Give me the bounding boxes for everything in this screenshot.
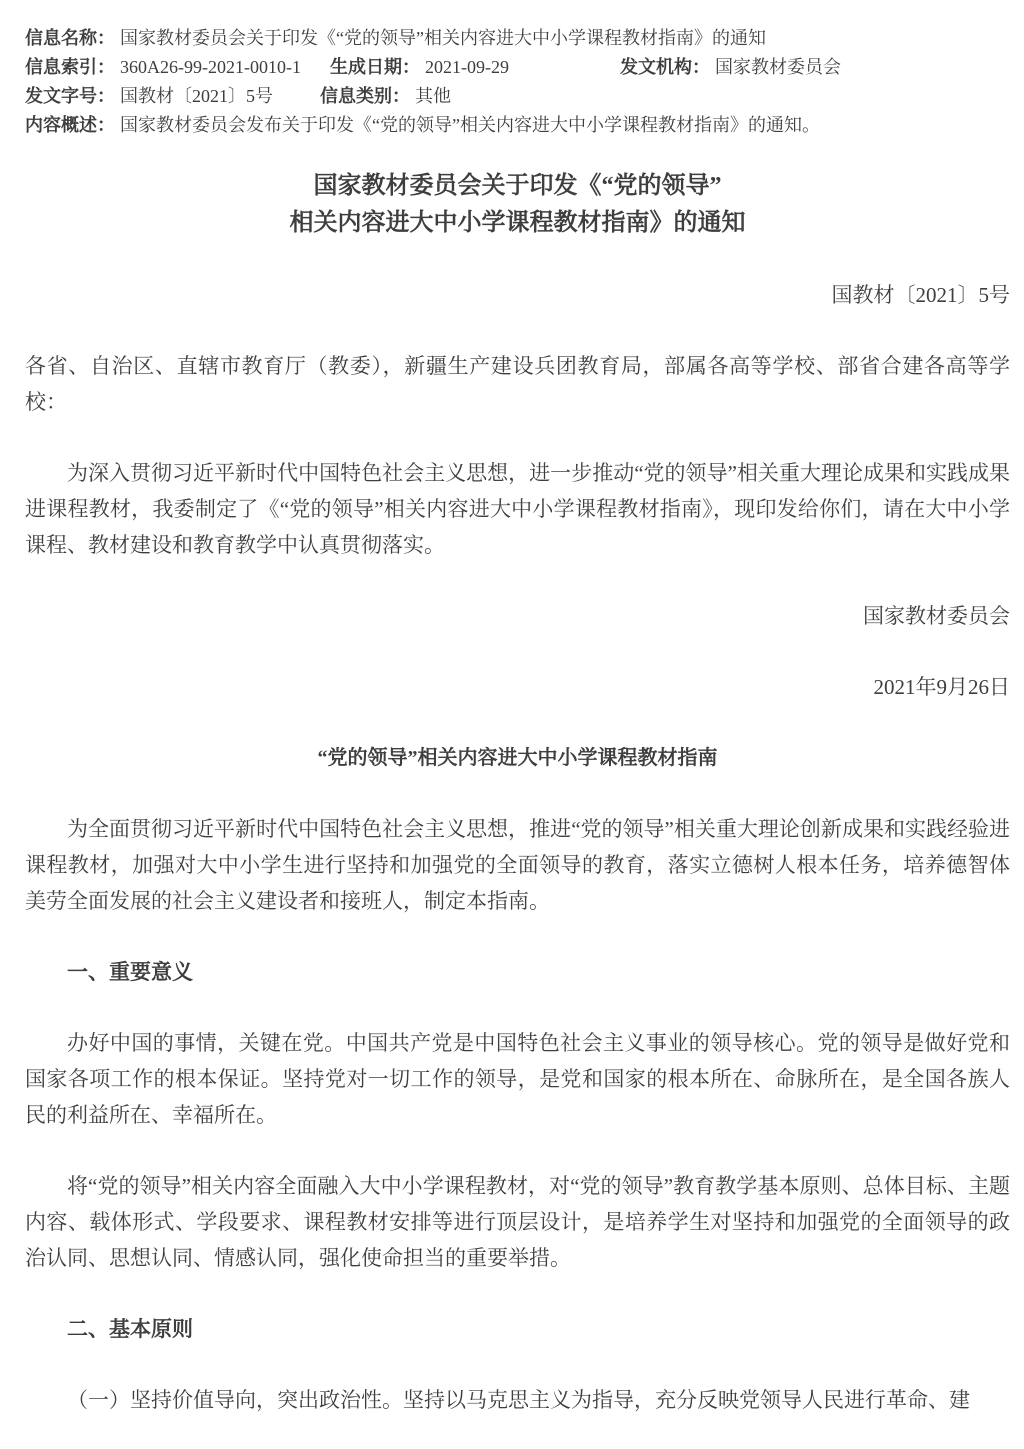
meta-value-summary: 国家教材委员会发布关于印发《“党的领导”相关内容进大中小学课程教材指南》的通知。 <box>120 115 820 135</box>
meta-row-info-name <box>25 24 1010 53</box>
meta-label-info-category: 信息类别： <box>320 86 410 106</box>
meta-row-summary <box>25 111 1010 140</box>
meta-value-doc-symbol: 国教材〔2021〕5号 <box>120 86 273 106</box>
meta-value-index: 360A26-99-2021-0010-1 <box>120 57 301 77</box>
meta-label-info-name: 信息名称： <box>25 28 115 48</box>
meta-label-summary: 内容概述： <box>25 115 115 135</box>
meta-value-info-name: 国家教材委员会关于印发《“党的领导”相关内容进大中小学课程教材指南》的通知 <box>120 28 766 48</box>
meta-value-gen-date: 2021-09-29 <box>425 57 509 77</box>
doc-number: 国教材〔2021〕5号 <box>831 283 1010 307</box>
meta-label-doc-symbol: 发文字号： <box>25 86 115 106</box>
paragraph-significance-2: 将“党的领导”相关内容全面融入大中小学课程教材，对“党的领导”教育教学基本原则、总体目标、主题内容、载体形式、学段要求、课程教材安排等进行顶层设计，是培养学生对坚持和加强党的全面领导的政治认同、思想认同、情感认同，强化使命担当的重要举措。 <box>25 1174 1010 1270</box>
document-title <box>25 168 1010 242</box>
meta-label-index: 信息索引： <box>25 57 115 77</box>
meta-row-index-date-org <box>25 53 1010 82</box>
paragraph-significance-1: 办好中国的事情，关键在党。中国共产党是中国特色社会主义事业的领导核心。党的领导是做好党和国家各项工作的根本保证。坚持党对一切工作的领导，是党和国家的根本所在、命脉所在，是全国各族人民的利益所在、幸福所在。 <box>25 1031 1010 1127</box>
section-heading-principles: 二、基本原则 <box>67 1317 193 1341</box>
paragraph-principle-1: （一）坚持价值导向，突出政治性。坚持以马克思主义为指导，充分反映党领导人民进行革命、建 <box>67 1388 970 1412</box>
meta-value-issuing-org: 国家教材委员会 <box>715 57 841 77</box>
document-title-line-2: 相关内容进大中小学课程教材指南》的通知 <box>289 210 746 236</box>
meta-row-symbol-category <box>25 82 1010 111</box>
meta-label-gen-date: 生成日期： <box>330 57 420 77</box>
salutation: 各省、自治区、直辖市教育厅（教委），新疆生产建设兵团教育局，部属各高等学校、部省合建各高等学校： <box>25 354 1010 414</box>
paragraph-issuance: 为深入贯彻习近平新时代中国特色社会主义思想，进一步推动“党的领导”相关重大理论成果和实践成果进课程教材，我委制定了《“党的领导”相关内容进大中小学课程教材指南》，现印发给你们，请在大中小学课程、教材建设和教育教学中认真贯彻落实。 <box>25 461 1010 557</box>
section-heading-significance: 一、重要意义 <box>67 960 193 984</box>
signature-org: 国家教材委员会 <box>863 604 1010 628</box>
meta-label-issuing-org: 发文机构： <box>620 57 710 77</box>
paragraph-guide-intro: 为全面贯彻习近平新时代中国特色社会主义思想，推进“党的领导”相关重大理论创新成果和实践经验进课程教材，加强对大中小学生进行坚持和加强党的全面领导的教育，落实立德树人根本任务，培养德智体美劳全面发展的社会主义建设者和接班人，制定本指南。 <box>25 817 1010 913</box>
document-title-line-1: 国家教材委员会关于印发《“党的领导” <box>313 173 722 199</box>
metadata-block <box>25 24 1010 140</box>
guide-title: “党的领导”相关内容进大中小学课程教材指南 <box>317 747 718 769</box>
meta-value-info-category: 其他 <box>415 86 451 106</box>
signature-date: 2021年9月26日 <box>873 675 1010 699</box>
